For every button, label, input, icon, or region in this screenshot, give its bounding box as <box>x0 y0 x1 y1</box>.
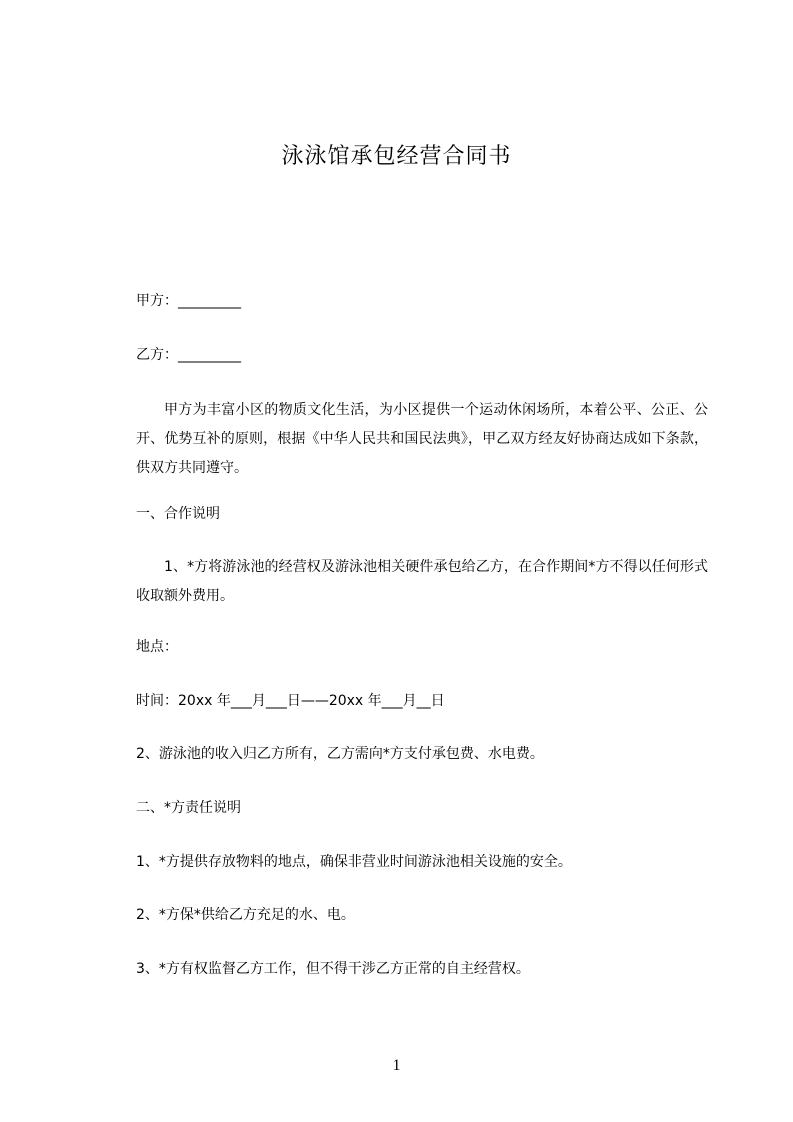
clause-2-1-line: 1、*方提供存放物料的地点，确保非营业时间游泳池相关设施的安全。 <box>136 854 572 870</box>
party-a-line: 甲方：_________ <box>136 293 241 309</box>
clause-1-1-paragraph <box>136 553 708 611</box>
party-b-line: 乙方：_________ <box>136 347 241 363</box>
clause-2-3-line: 3、*方有权监督乙方工作，但不得干涉乙方正常的自主经营权。 <box>136 961 530 977</box>
intro-paragraph <box>136 396 708 483</box>
clause-2-2-line: 2、*方保*供给乙方充足的水、电。 <box>136 907 355 923</box>
clause-1-2-line: 2、游泳池的收入归乙方所有，乙方需向*方支付承包费、水电费。 <box>136 746 544 762</box>
intro-text: 甲方为丰富小区的物质文化生活，为小区提供一个运动休闲场所，本着公平、公正、公开、优势互补的原则，根据《中华人民共和国民法典》，甲乙双方经友好协商达成如下条款，供双方共同遵守。 <box>136 402 708 476</box>
time-line: 时间：20xx 年___月___日——20xx 年___月__日 <box>136 693 445 709</box>
page-number: 1 <box>392 1057 401 1074</box>
document-title: 泳泳馆承包经营合同书 <box>281 144 512 169</box>
clause-1-1-text: 1、*方将游泳池的经营权及游泳池相关硬件承包给乙方，在合作期间*方不得以任何形式收取额外费用。 <box>136 559 708 604</box>
section-2-heading: 二、*方责任说明 <box>136 800 241 816</box>
location-line: 地点： <box>136 639 178 655</box>
section-1-heading: 一、合作说明 <box>136 506 220 522</box>
